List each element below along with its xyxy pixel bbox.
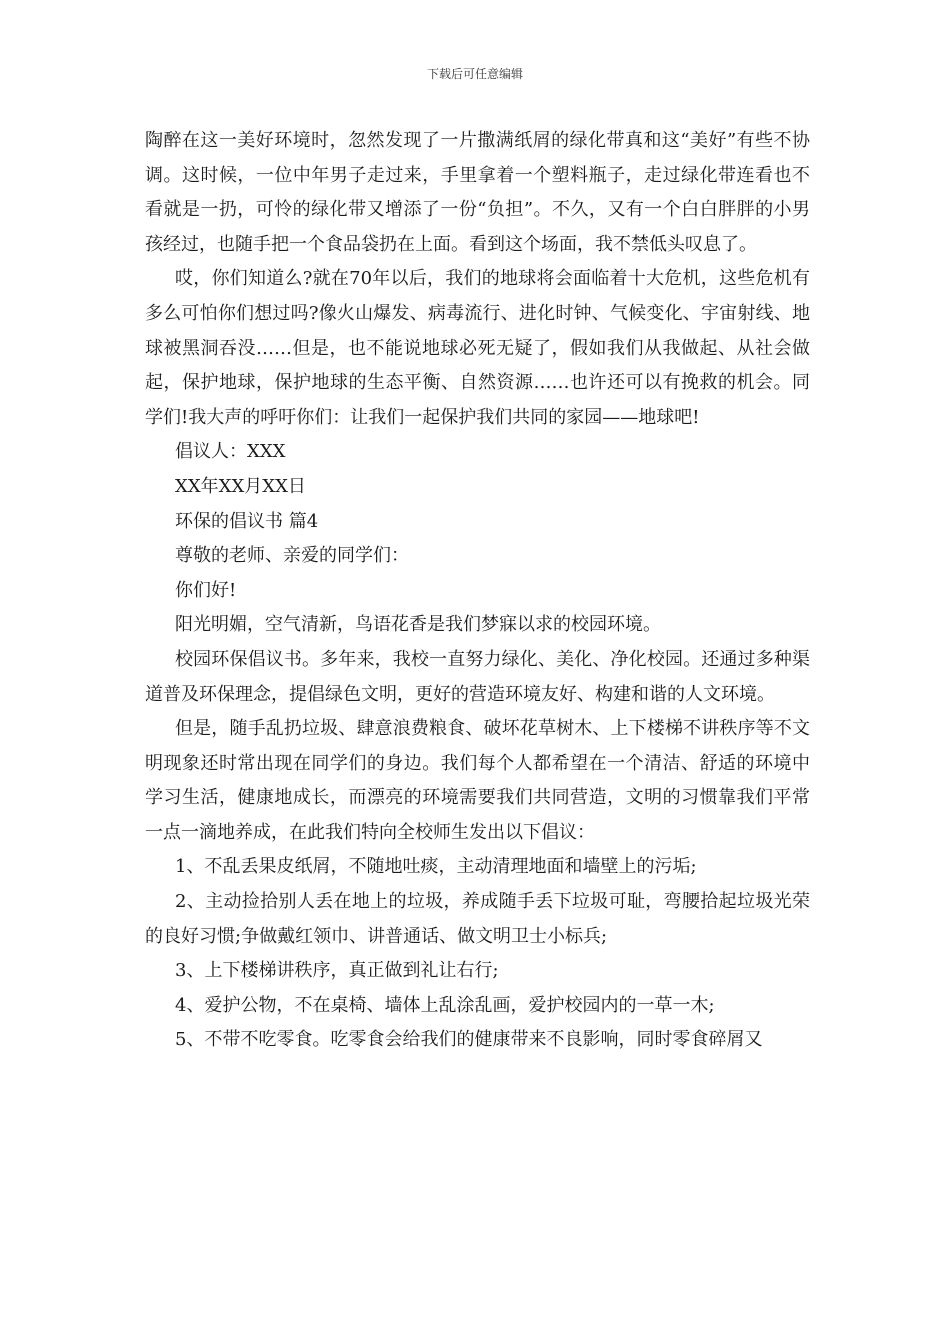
- paragraph-problems: 但是，随手乱扔垃圾、肆意浪费粮食、破坏花草树木、上下楼梯不讲秩序等不文明现象还时常出现在同学们的身边。我们每个人都希望在一个清洁、舒适的环境中学习生活，健康地成长，而漂亮的环境需要我们共同营造，文明的习惯靠我们平常一点一滴地养成，在此我们特向全校师生发出以下倡议：: [145, 718, 810, 843]
- paragraph-continuation: 陶醉在这一美好环境时，忽然发现了一片撒满纸屑的绿化带真和这“美好”有些不协调。这时候，一位中年男子走过来，手里拿着一个塑料瓶子，走过绿化带连看也不看就是一扔，可怜的绿化带又增添了一份“负担”。不久，又有一个白白胖胖的小男孩经过，也随手把一个食品袋扔在上面。看到这个场面，我不禁低头叹息了。: [145, 130, 810, 255]
- paragraph-crisis: 哎，你们知道么?就在70年以后，我们的地球将会面临着十大危机，这些危机有多么可怕你们想过吗?像火山爆发、病毒流行、进化时钟、气候变化、宇宙射线、地球被黑洞吞没……但是，也不能说地球必死无疑了，假如我们从我做起、从社会做起，保护地球，保护地球的生态平衡、自然资源……也许还可以有挽救的机会。同学们!我大声的呼吁你们：让我们一起保护我们共同的家园——地球吧!: [145, 268, 810, 428]
- proposal-item-3: 3、上下楼梯讲秩序，真正做到礼让右行;: [175, 960, 499, 982]
- section-title: 环保的倡议书 篇4: [175, 510, 319, 532]
- proposal-item-1: 1、不乱丢果皮纸屑，不随地吐痰，主动清理地面和墙壁上的污垢;: [175, 856, 697, 878]
- signature-proposer: 倡议人：XXX: [175, 441, 286, 463]
- proposal-item-2: 2、主动捡拾别人丢在地上的垃圾，养成随手丢下垃圾可耻，弯腰拾起垃圾光荣的良好习惯;争做戴红领巾、讲普通话、做文明卫士小标兵;: [145, 891, 810, 947]
- signature-date: XX年XX月XX日: [175, 475, 306, 497]
- page-header-note: 下载后可任意编辑: [426, 67, 523, 81]
- salutation: 尊敬的老师、亲爱的同学们：: [175, 545, 409, 567]
- document-body: [145, 124, 810, 1058]
- paragraph-environment: 阳光明媚，空气清新，鸟语花香是我们梦寐以求的校园环境。: [175, 614, 661, 636]
- proposal-item-4: 4、爱护公物，不在桌椅、墙体上乱涂乱画，爱护校园内的一草一木;: [175, 994, 715, 1016]
- greeting: 你们好!: [175, 579, 237, 601]
- proposal-item-5: 5、不带不吃零食。吃零食会给我们的健康带来不良影响，同时零食碎屑又: [175, 1029, 763, 1051]
- paragraph-school-efforts: 校园环保倡议书。多年来，我校一直努力绿化、美化、净化校园。还通过多种渠道普及环保理念，提倡绿色文明，更好的营造环境友好、构建和谐的人文环境。: [145, 648, 810, 705]
